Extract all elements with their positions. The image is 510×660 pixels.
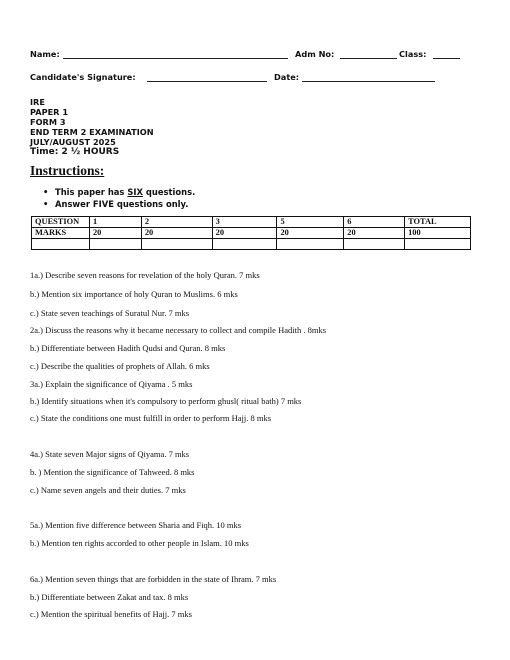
marks-table [31, 216, 471, 250]
table-cell: 5 [277, 217, 344, 228]
question-3b: b.) Identify situations when it's compulsory to perform ghusl( ritual bath) 7 mks [30, 396, 302, 406]
score-cell[interactable] [89, 239, 141, 250]
question-5a: 5a.) Mention five difference between Sharia and Fiqh. 10 mks [30, 520, 242, 530]
question-3a: 3a.) Explain the significance of Qiyama . 5 mks [30, 379, 193, 389]
bullet-icon: • [43, 198, 49, 209]
score-cell[interactable] [344, 239, 405, 250]
signature-label: Candidate's Signature: [30, 72, 136, 82]
question-1a: 1a.) Describe seven reasons for revelation of the holy Quran. 7 mks [30, 270, 260, 280]
instruction-item [43, 187, 195, 199]
score-cell[interactable] [277, 239, 344, 250]
instruction-text: This paper has [55, 187, 128, 197]
question-6b: b.) Differentiate between Zakat and tax. 8 mks [30, 592, 189, 602]
score-cell[interactable] [32, 239, 90, 250]
question-2a: 2a.) Discuss the reasons why it became necessary to collect and compile Hadith . 8mks [30, 325, 326, 335]
question-4c: c.) Name seven angels and their duties. 7 mks [30, 485, 186, 495]
question-1c: c.) State seven teachings of Suratul Nur. 7 mks [30, 308, 190, 318]
table-row [32, 239, 471, 250]
subject: IRE [30, 97, 45, 107]
class-label: Class: [399, 49, 427, 59]
table-cell: 2 [141, 217, 212, 228]
bullet-icon: • [43, 187, 49, 197]
table-row [32, 217, 471, 228]
table-row [32, 228, 471, 239]
table-cell: TOTAL [405, 217, 471, 228]
table-cell: 20 [89, 228, 141, 239]
question-5b: b.) Mention ten rights accorded to other people in Islam. 10 mks [30, 538, 249, 548]
question-3c: c.) State the conditions one must fulfill in order to perform Hajj. 8 mks [30, 413, 272, 423]
class-underline[interactable] [433, 58, 460, 59]
exam-session: JULY/AUGUST 2025 [30, 137, 116, 147]
table-cell: MARKS [32, 228, 90, 239]
instructions-title: Instructions: [30, 163, 105, 178]
adm-no-underline[interactable] [340, 58, 397, 59]
question-6c: c.) Mention the spiritual benefits of Hajj. 7 mks [30, 609, 192, 619]
question-4a: 4a.) State seven Major signs of Qiyama. 7 mks [30, 449, 190, 459]
date-underline[interactable] [302, 81, 435, 82]
date-label: Date: [274, 72, 300, 82]
table-cell: 20 [277, 228, 344, 239]
question-2c: c.) Describe the qualities of prophets of Allah. 6 mks [30, 361, 210, 371]
adm-no-label: Adm No: [295, 49, 335, 59]
exam-time: Time: 2 ½ HOURS [30, 147, 120, 157]
table-cell: 20 [344, 228, 405, 239]
score-cell[interactable] [212, 239, 277, 250]
name-label: Name: [30, 49, 60, 59]
instructions-list [43, 187, 195, 210]
question-6a: 6a.) Mention seven things that are forbidden in the state of Ihram. 7 mks [30, 574, 277, 584]
table-cell: 6 [344, 217, 405, 228]
question-2b: b.) Differentiate between Hadith Qudsi and Quran. 8 mks [30, 343, 226, 353]
table-cell: 3 [212, 217, 277, 228]
exam-title: END TERM 2 EXAMINATION [30, 127, 154, 137]
signature-underline[interactable] [147, 81, 267, 82]
question-4b: b. ) Mention the significance of Tahweed. 8 mks [30, 467, 195, 477]
paper: PAPER 1 [30, 107, 69, 117]
instruction-item [43, 199, 195, 211]
table-cell: 100 [405, 228, 471, 239]
table-cell: 1 [89, 217, 141, 228]
name-underline[interactable] [63, 58, 288, 59]
instruction-text: Answer FIVE questions only. [55, 198, 189, 209]
table-cell: QUESTION [32, 217, 90, 228]
instruction-text: questions. [142, 187, 196, 197]
score-cell[interactable] [405, 239, 471, 250]
score-cell[interactable] [141, 239, 212, 250]
form: FORM 3 [30, 117, 66, 127]
instruction-emphasis: SIX [127, 187, 143, 197]
question-1b: b.) Mention six importance of holy Quran to Muslims. 6 mks [30, 289, 238, 299]
table-cell: 20 [212, 228, 277, 239]
table-cell: 20 [141, 228, 212, 239]
